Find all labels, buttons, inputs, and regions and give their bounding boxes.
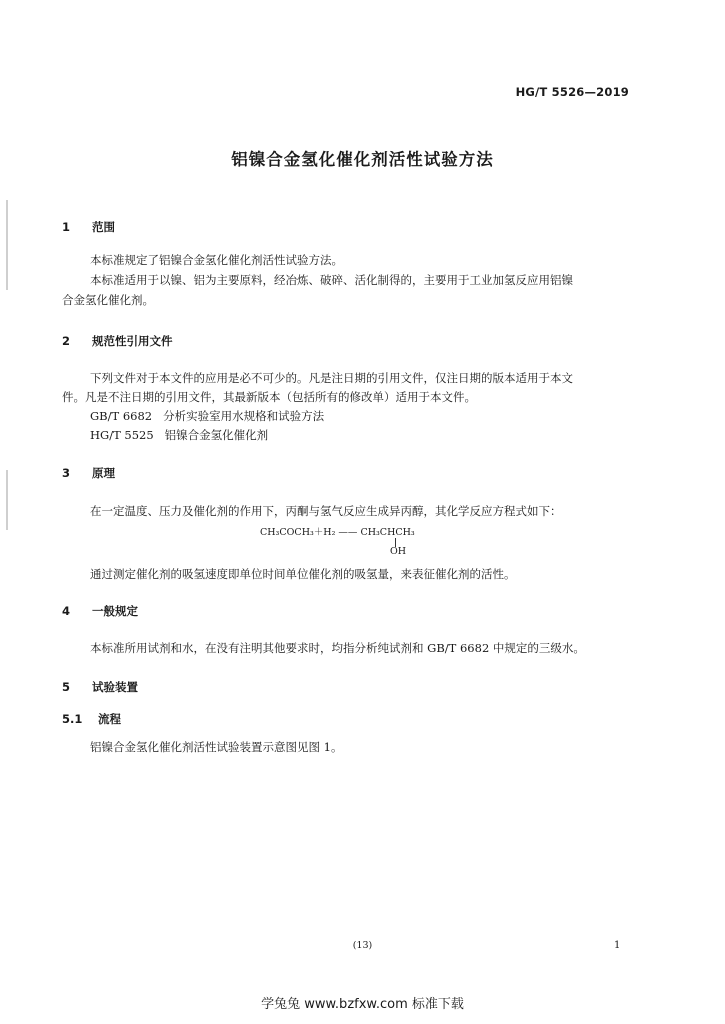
paragraph: 在一定温度、压力及催化剂的作用下，丙酮与氢气反应生成异丙醇，其化学反应方程式如下：	[90, 504, 562, 518]
reference-name: 分析实验室用水规格和试验方法	[163, 409, 325, 423]
section-title: 一般规定	[92, 604, 138, 618]
paragraph: 下列文件对于本文件的应用是必不可少的。凡是注日期的引用文件，仅注日期的版本适用于本文	[90, 371, 573, 385]
equation-arrow: ——	[338, 527, 358, 538]
equation-reactants: CH₃COCH₃＋H₂	[260, 527, 336, 538]
section-title: 范围	[92, 220, 115, 234]
subsection-5-1-heading	[62, 711, 121, 727]
paragraph: 本标准所用试剂和水，在没有注明其他要求时，均指分析纯试剂和 GB/T 6682 中规定的三级水。	[90, 641, 585, 655]
section-number: 2	[62, 334, 71, 348]
section-4-heading	[62, 603, 138, 619]
document-title: 铝镍合金氢化催化剂活性试验方法	[231, 150, 494, 169]
section-title: 规范性引用文件	[92, 334, 173, 348]
equation-substituent: OH	[390, 546, 407, 557]
section-title: 流程	[98, 712, 121, 726]
section-1-heading	[62, 219, 115, 235]
section-2-heading	[62, 333, 173, 349]
reference-code: GB/T 6682	[90, 409, 153, 423]
watermark-text: 学兔兔 www.bzfxw.com 标准下载	[261, 997, 464, 1012]
section-3-heading	[62, 465, 115, 481]
page-number-right: 1	[614, 940, 621, 951]
paragraph: 合金氢化催化剂。	[62, 293, 154, 307]
paragraph: 通过测定催化剂的吸氢速度即单位时间单位催化剂的吸氢量，来表征催化剂的活性。	[90, 567, 516, 581]
paragraph: 本标准适用于以镍、铝为主要原料，经冶炼、破碎、活化制得的，主要用于工业加氢反应用铝镍	[90, 273, 573, 287]
chemical-equation	[260, 524, 415, 538]
reference-item	[90, 406, 324, 426]
reference-code: HG/T 5525	[90, 428, 154, 442]
paragraph: 件。凡是不注日期的引用文件，其最新版本（包括所有的修改单）适用于本文件。	[62, 390, 476, 404]
section-number: 5	[62, 680, 71, 694]
paragraph: 本标准规定了铝镍合金氢化催化剂活性试验方法。	[90, 253, 343, 267]
paragraph: 铝镍合金氢化催化剂活性试验装置示意图见图 1。	[90, 740, 343, 754]
section-title: 试验装置	[92, 680, 138, 694]
section-number: 4	[62, 604, 71, 618]
equation-product: CH₃CHCH₃	[360, 527, 415, 538]
scan-edge-mark	[6, 200, 8, 290]
section-number: 1	[62, 220, 71, 234]
standard-code: HG/T 5526—2019	[515, 85, 629, 99]
section-number: 5.1	[62, 712, 83, 726]
section-title: 原理	[92, 466, 115, 480]
page-number-center: (13)	[352, 940, 373, 951]
scan-edge-mark	[6, 470, 8, 530]
reference-item	[90, 425, 268, 445]
section-5-heading	[62, 679, 138, 695]
reference-name: 铝镍合金氢化催化剂	[164, 428, 269, 442]
section-number: 3	[62, 466, 71, 480]
